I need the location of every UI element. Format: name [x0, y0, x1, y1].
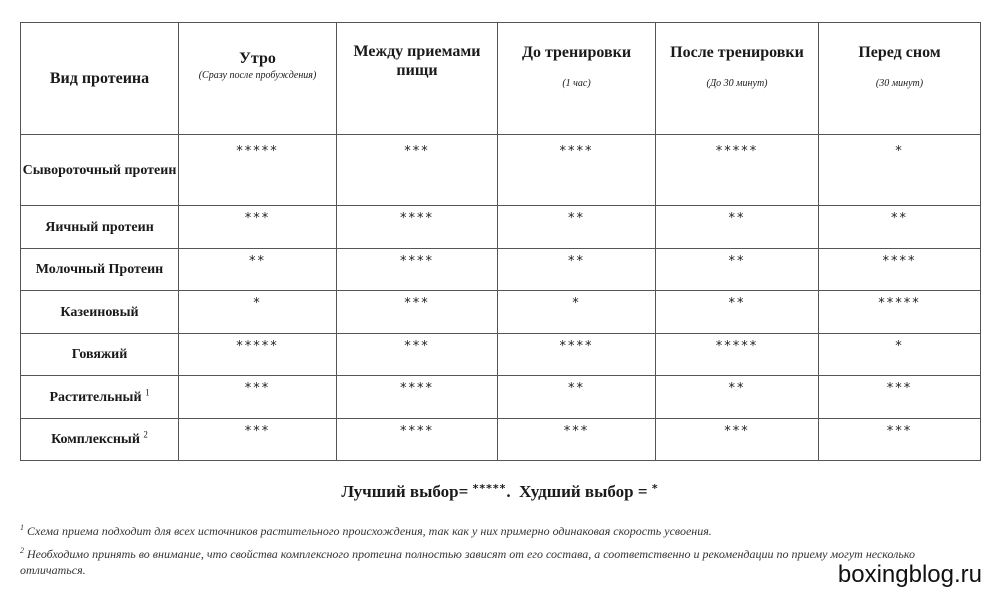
rating-cell: **	[498, 376, 656, 419]
rating-cell: ***	[337, 291, 498, 334]
column-header-morning	[179, 23, 337, 135]
rating-cell: ***	[656, 419, 819, 461]
rating-cell: ***	[179, 419, 337, 461]
rating-cell: **	[656, 376, 819, 419]
legend-separator: .	[506, 482, 511, 501]
table-row	[21, 291, 981, 334]
rating-cell: **	[656, 249, 819, 291]
column-subtitle: (До 30 минут)	[706, 78, 768, 89]
footnote-1-mark: 1	[20, 523, 24, 532]
row-label-whey	[21, 135, 179, 206]
rating-cell: ***	[179, 376, 337, 419]
rating-cell: ***	[819, 376, 981, 419]
protein-timing-table-container	[20, 22, 980, 461]
legend-best-stars: *****	[472, 482, 507, 495]
row-label-plant	[21, 376, 179, 419]
rating-cell: ****	[337, 206, 498, 249]
rating-cell: ****	[498, 135, 656, 206]
rating-cell: **	[498, 249, 656, 291]
column-subtitle: (1 час)	[562, 78, 591, 89]
column-subtitle: (30 минут)	[875, 78, 924, 89]
row-label-text: Молочный Протеин	[35, 262, 164, 277]
rating-cell: **	[656, 291, 819, 334]
rating-cell: ****	[337, 419, 498, 461]
rating-cell: ***	[179, 206, 337, 249]
rating-cell: *****	[656, 334, 819, 376]
rating-cell: ****	[337, 249, 498, 291]
column-subtitle: (Сразу после пробуждения)	[198, 70, 317, 81]
rating-cell: ***	[819, 419, 981, 461]
rating-cell: *****	[179, 334, 337, 376]
footnote-marker: 2	[143, 429, 148, 440]
row-label-complex	[21, 419, 179, 461]
rating-cell: ***	[498, 419, 656, 461]
footnote-1	[20, 520, 980, 539]
protein-type-header: Вид протеина	[21, 23, 179, 135]
rating-cell: *****	[656, 135, 819, 206]
rating-cell: *****	[179, 135, 337, 206]
row-label-text: Казеиновый	[60, 304, 139, 320]
site-watermark: boxingblog.ru	[834, 561, 986, 589]
column-header-between-meals	[337, 23, 498, 135]
row-label-casein	[21, 291, 179, 334]
column-title: Утро	[239, 50, 276, 67]
table-row	[21, 419, 981, 461]
row-label-text: Растительный	[49, 389, 142, 405]
row-label-egg	[21, 206, 179, 249]
rating-cell: **	[656, 206, 819, 249]
column-title: До тренировки	[521, 44, 632, 61]
rating-cell: ****	[337, 376, 498, 419]
rating-cell: ****	[498, 334, 656, 376]
column-header-pre-workout	[498, 23, 656, 135]
footnote-1-text: Схема приема подходит для всех источников растительного происхождения, так как у них примерно одинаковая скорость усвоения.	[27, 524, 712, 538]
row-label-text: Яичный протеин	[45, 219, 154, 235]
row-label-text: Говяжий	[71, 347, 128, 362]
rating-cell: ***	[337, 135, 498, 206]
row-label-text: Сывороточный протеин	[22, 162, 177, 178]
footnote-2-mark: 2	[20, 546, 24, 555]
table-row	[21, 376, 981, 419]
table-row	[21, 334, 981, 376]
row-label-text: Комплексный	[51, 432, 140, 447]
column-header-post-workout	[656, 23, 819, 135]
row-label-milk	[21, 249, 179, 291]
column-title: Между приемами пищи	[353, 43, 481, 79]
rating-cell: *****	[819, 291, 981, 334]
table-header-row	[21, 23, 981, 135]
legend-best-label: Лучший выбор=	[341, 482, 469, 501]
protein-timing-table	[20, 22, 981, 461]
rating-cell: **	[819, 206, 981, 249]
legend-worst-stars: *	[651, 482, 659, 495]
rating-cell: *	[179, 291, 337, 334]
table-row	[21, 249, 981, 291]
rating-cell: **	[179, 249, 337, 291]
footnote-marker: 1	[145, 386, 150, 397]
rating-cell: *	[498, 291, 656, 334]
rating-cell: *	[819, 135, 981, 206]
rating-cell: **	[498, 206, 656, 249]
rating-cell: ***	[337, 334, 498, 376]
column-title: Перед сном	[858, 44, 941, 61]
rating-legend	[0, 482, 1000, 502]
rating-cell: ****	[819, 249, 981, 291]
row-label-beef	[21, 334, 179, 376]
column-header-before-sleep	[819, 23, 981, 135]
table-row	[21, 135, 981, 206]
table-row	[21, 206, 981, 249]
column-title: После тренировки	[670, 44, 804, 61]
rating-cell: *	[819, 334, 981, 376]
footnote-2-text: Необходимо принять во внимание, что свойства комплексного протеина полностью зависят от его состава, а соответственно и рекомендации по приему могут несколько отличаться.	[20, 547, 915, 577]
legend-worst-label: Худший выбор =	[519, 482, 648, 501]
